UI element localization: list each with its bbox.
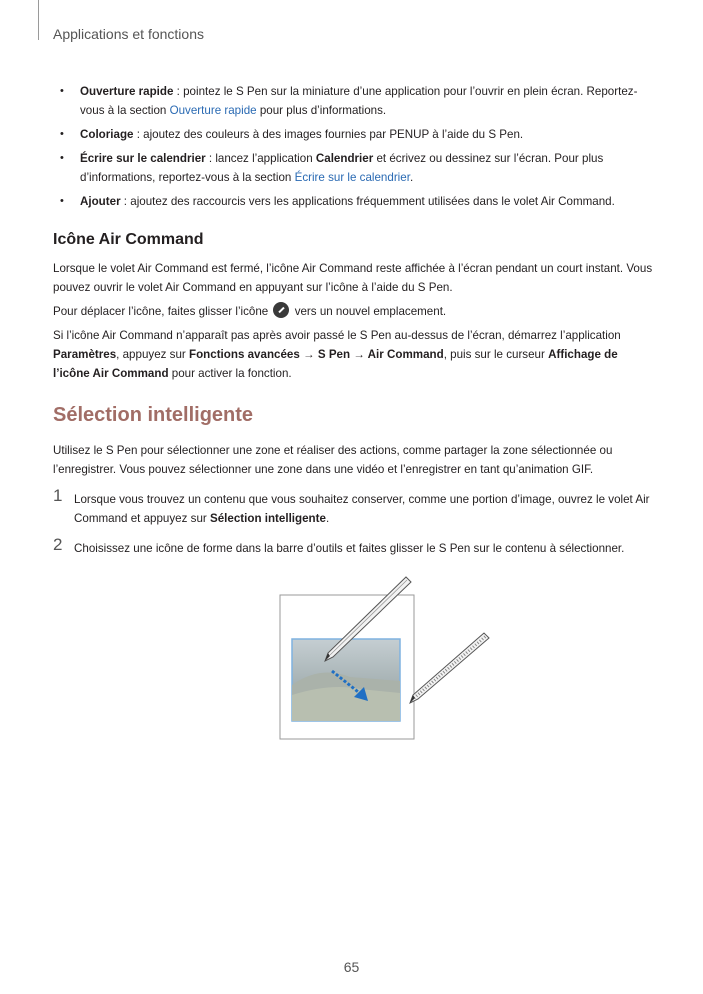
bullet-dot: • (60, 128, 64, 140)
bullet-text: et écrivez ou dessinez sur l’écran. Pour plus d’informations, reportez-vous à la section (80, 152, 604, 184)
menu-path: Fonctions avancées → S Pen → Air Command (189, 348, 444, 361)
step-text: . (325, 512, 330, 525)
bullet-text: pour plus d’informations. (256, 104, 387, 117)
cross-reference-link[interactable]: Écrire sur le calendrier (294, 171, 410, 184)
feature-bullet-list (60, 82, 650, 216)
bullet-dot: • (60, 195, 64, 207)
bullet-term: Ajouter (80, 195, 121, 208)
list-item (60, 192, 650, 211)
bullet-term: Ouverture rapide (80, 85, 174, 98)
s-pen-icon (410, 633, 489, 703)
bullet-text: : lancez l’application (205, 152, 316, 165)
cross-reference-link[interactable]: Ouverture rapide (169, 104, 257, 117)
app-name: Calendrier (315, 152, 374, 165)
page-edge-line (38, 0, 39, 40)
step-text: Choisissez une icône de forme dans la barre d’outils et faites glisser le S Pen sur le contenu à sélectionner. (74, 542, 625, 555)
step-text: Lorsque vous trouvez un contenu que vous souhaitez conserver, comme une portion d’image, ouvrez le volet Air Command et appuyez sur (74, 493, 650, 525)
paragraph-text: Si l’icône Air Command n’apparaît pas après avoir passé le S Pen au-dessus de l’écran, démarrez l’application (53, 329, 621, 342)
list-item (60, 125, 650, 144)
page-number: 65 (343, 959, 360, 975)
paragraph-text: vers un nouvel emplacement. (291, 305, 447, 318)
paragraph-text: Pour déplacer l’icône, faites glisser l’icône (53, 305, 272, 318)
paragraph-text: , appuyez sur (116, 348, 189, 361)
step-item (53, 486, 653, 528)
menu-option: Sélection intelligente (209, 512, 326, 525)
bullet-text: . (409, 171, 414, 184)
running-header: Applications et fonctions (53, 26, 204, 42)
bullet-term: Coloriage (80, 128, 134, 141)
smart-select-intro: Utilisez le S Pen pour sélectionner une zone et réaliser des actions, comme partager la zone sélectionnée ou l’enregistrer. Vous pouvez sélectionner une zone dans une vidéo et l’enregistrer en tant qu’animation GIF. (53, 444, 613, 476)
paragraph-text: , puis sur le curseur (443, 348, 549, 361)
bullet-dot: • (60, 85, 64, 97)
step-number: 1 (53, 486, 63, 505)
paragraph-text: pour activer la fonction. (168, 367, 292, 380)
air-command-pen-icon (273, 302, 289, 318)
step-number: 2 (53, 535, 63, 554)
step-item (53, 535, 653, 558)
move-icon-paragraph (53, 302, 653, 321)
smart-select-heading: Sélection intelligente (53, 404, 254, 426)
landscape-foreground (292, 687, 400, 721)
bullet-text: : ajoutez des raccourcis vers les applications fréquemment utilisées dans le volet Air Command. (120, 195, 615, 208)
settings-paragraph (53, 326, 653, 383)
app-name: Paramètres (53, 348, 117, 361)
bullet-text: : pointez le S Pen sur la miniature d’une application pour l’ouvrir en plein écran. Reportez-vous à la section (80, 85, 638, 117)
bullet-term: Écrire sur le calendrier (80, 152, 206, 165)
air-command-heading: Icône Air Command (53, 231, 204, 248)
bullet-text: : ajoutez des couleurs à des images fournies par PENUP à l’aide du S Pen. (133, 128, 524, 141)
list-item (60, 149, 650, 187)
smart-select-illustration (270, 565, 500, 745)
list-item (60, 82, 650, 120)
bullet-dot: • (60, 152, 64, 164)
setting-name: Affichage de l’icône Air Command (53, 348, 618, 380)
air-command-paragraph: Lorsque le volet Air Command est fermé, l’icône Air Command reste affichée à l’écran pendant un court instant. Vous pouvez ouvrir le volet Air Command en appuyant sur l’icône à l’aide du S Pen. (53, 262, 653, 294)
